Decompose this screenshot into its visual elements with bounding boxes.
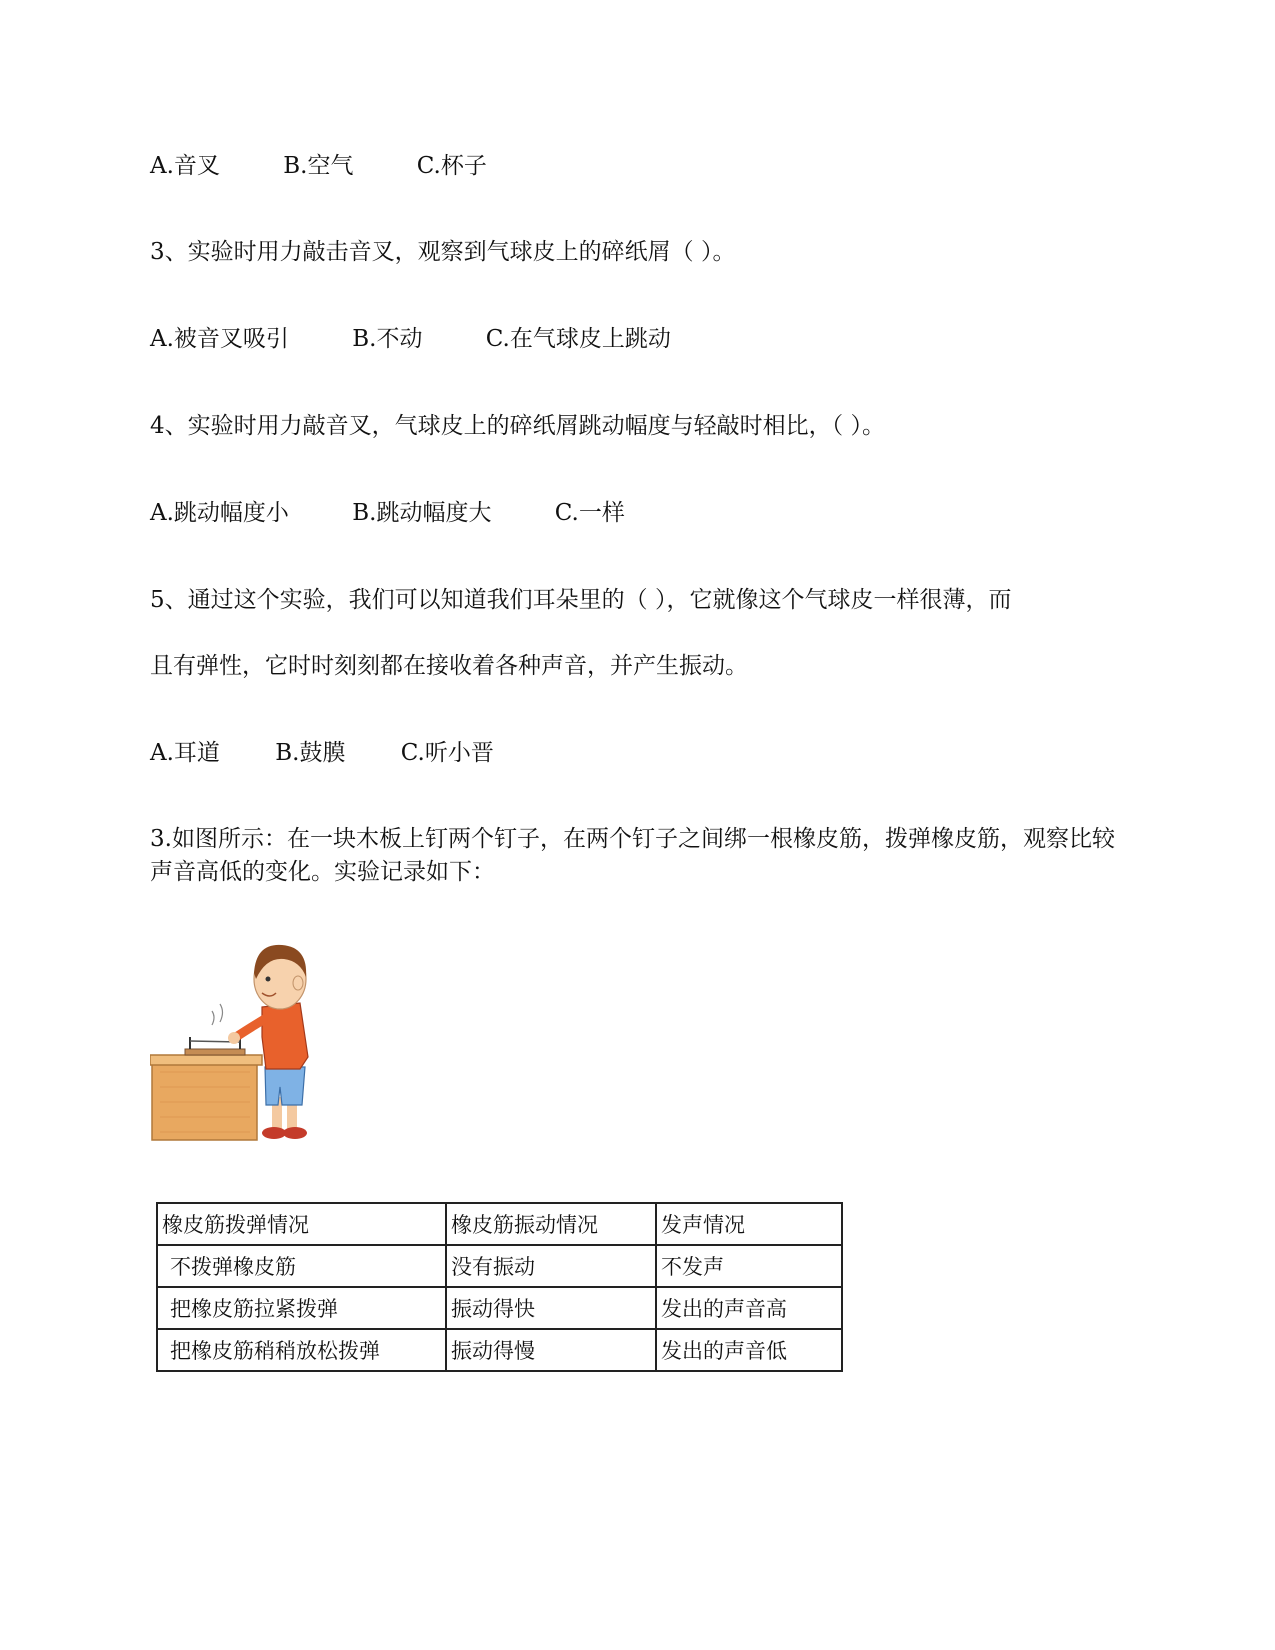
q3-question: 3、实验时用力敲击音叉，观察到气球皮上的碎纸屑（ ）。: [150, 239, 736, 265]
q3-option-c: C.在气球皮上跳动: [485, 326, 671, 352]
q2-option-b: B.空气: [283, 153, 354, 179]
boy-plucking-rubber-band-illustration: [150, 937, 310, 1142]
q5-options: [150, 737, 494, 769]
q4-options: [150, 497, 625, 529]
table-cell: 不拨弹橡皮筋: [157, 1245, 446, 1287]
table-header-row: [157, 1203, 842, 1245]
q5-option-c: C.听小晋: [400, 740, 494, 766]
q2-options: [150, 150, 487, 182]
table-cell: 没有振动: [446, 1245, 656, 1287]
experiment-record-table: [156, 1202, 843, 1372]
q4-question: 4、实验时用力敲音叉，气球皮上的碎纸屑跳动幅度与轻敲时相比，（ ）。: [150, 413, 885, 439]
table-header-cell: 橡皮筋振动情况: [446, 1203, 656, 1245]
q5-question-line2: 且有弹性，它时时刻刻都在接收着各种声音，并产生振动。: [150, 653, 748, 679]
table-cell: 振动得快: [446, 1287, 656, 1329]
table-header-cell: 橡皮筋拨弹情况: [157, 1203, 446, 1245]
table-cell: 振动得慢: [446, 1329, 656, 1371]
table-header-cell: 发声情况: [656, 1203, 842, 1245]
section3-intro: 3.如图所示：在一块木板上钉两个钉子，在两个钉子之间绑一根橡皮筋，拨弹橡皮筋，观察比较声音高低的变化。实验记录如下：: [150, 826, 1115, 885]
q4-option-c: C.一样: [554, 500, 625, 526]
table-cell: 把橡皮筋拉紧拨弹: [157, 1287, 446, 1329]
table-cell: 不发声: [656, 1245, 842, 1287]
q3-option-b: B.不动: [352, 326, 423, 352]
q4-option-a: A.跳动幅度小: [150, 500, 289, 526]
table-cell: 发出的声音高: [656, 1287, 842, 1329]
table-row: [157, 1329, 842, 1371]
table-cell: 发出的声音低: [656, 1329, 842, 1371]
table-cell: 把橡皮筋稍稍放松拨弹: [157, 1329, 446, 1371]
table-row: [157, 1287, 842, 1329]
q3-options: [150, 323, 671, 355]
q2-option-c: C.杯子: [416, 153, 487, 179]
q5-option-b: B.鼓膜: [275, 740, 346, 766]
q3-option-a: A.被音叉吸引: [150, 326, 289, 352]
q2-option-a: A.音叉: [150, 153, 220, 179]
table-row: [157, 1245, 842, 1287]
q4-option-b: B.跳动幅度大: [352, 500, 492, 526]
q5-option-a: A.耳道: [150, 740, 220, 766]
q5-question-line1: 5、通过这个实验，我们可以知道我们耳朵里的（ ），它就像这个气球皮一样很薄，而: [150, 587, 1012, 613]
